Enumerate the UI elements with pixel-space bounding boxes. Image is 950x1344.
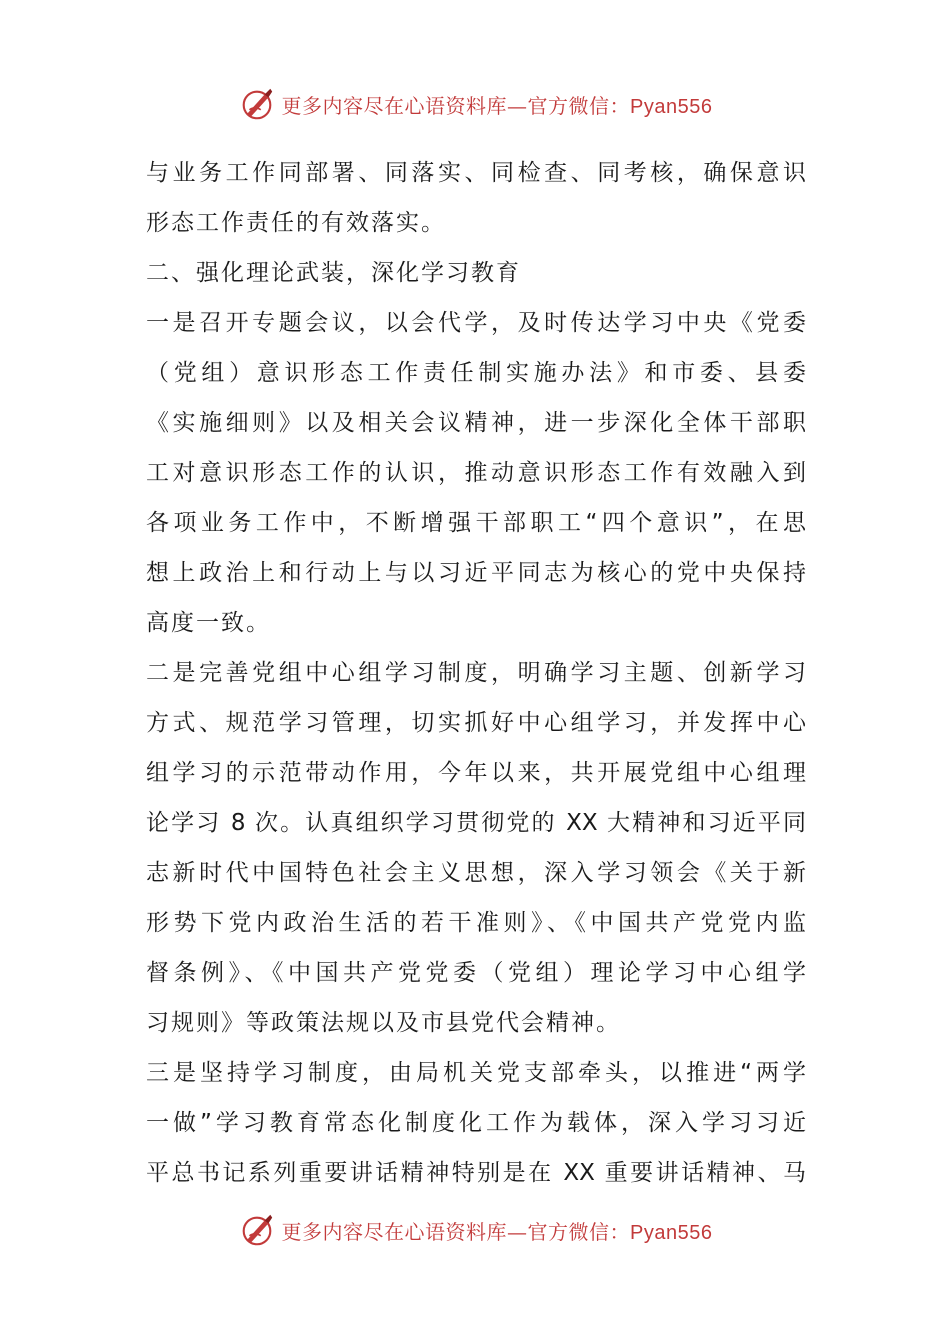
text-line: 二是完善党组中心组学习制度，明确学习主题、创新学习 xyxy=(146,660,806,686)
text-line: 想上政治上和行动上与以习近平同志为核心的党中央保持 xyxy=(146,560,806,586)
text-line: 高度一致。 xyxy=(146,610,271,636)
document-body xyxy=(146,148,806,1198)
watermark-banner-top xyxy=(0,82,950,126)
text-line: 督条例》、《中国共产党党委（党组）理论学习中心组学 xyxy=(146,960,806,986)
text-line: 平总书记系列重要讲话精神特别是在 XX 重要讲话精神、马 xyxy=(146,1160,806,1186)
text-line: 习规则》等政策法规以及市县党代会精神。 xyxy=(146,1010,621,1036)
text-line: 工对意识形态工作的认识，推动意识形态工作有效融入到 xyxy=(146,460,806,486)
text-line: 论学习 8 次。认真组织学习贯彻党的 XX 大精神和习近平同 xyxy=(146,810,806,836)
pen-logo-icon xyxy=(238,85,276,123)
text-line: 各项业务工作中，不断增强干部职工“四个意识”，在思 xyxy=(146,510,806,536)
text-line: 形势下党内政治生活的若干准则》、《中国共产党党内监 xyxy=(146,910,806,936)
watermark-text: 更多内容尽在心语资料库—官方微信：Pyan556 xyxy=(281,93,713,118)
text-line: 方式、规范学习管理，切实抓好中心组学习，并发挥中心 xyxy=(146,710,806,736)
pen-logo-icon xyxy=(238,1211,276,1249)
watermark-banner-bottom xyxy=(0,1208,950,1252)
text-line: 组学习的示范带动作用，今年以来，共开展党组中心组理 xyxy=(146,760,806,786)
text-line: 一做”学习教育常态化制度化工作为载体，深入学习习近 xyxy=(146,1110,806,1136)
watermark-text: 更多内容尽在心语资料库—官方微信：Pyan556 xyxy=(281,1219,713,1244)
text-line: （党组）意识形态工作责任制实施办法》和市委、县委 xyxy=(146,360,806,386)
text-line: 二、强化理论武装，深化学习教育 xyxy=(146,260,521,286)
text-line: 《实施细则》以及相关会议精神，进一步深化全体干部职 xyxy=(146,410,806,436)
text-line: 志新时代中国特色社会主义思想，深入学习领会《关于新 xyxy=(146,860,806,886)
text-line: 与业务工作同部署、同落实、同检查、同考核，确保意识 xyxy=(146,160,806,186)
text-line: 三是坚持学习制度，由局机关党支部牵头，以推进“两学 xyxy=(146,1060,806,1086)
text-line: 一是召开专题会议，以会代学，及时传达学习中央《党委 xyxy=(146,310,806,336)
text-line: 形态工作责任的有效落实。 xyxy=(146,210,446,236)
